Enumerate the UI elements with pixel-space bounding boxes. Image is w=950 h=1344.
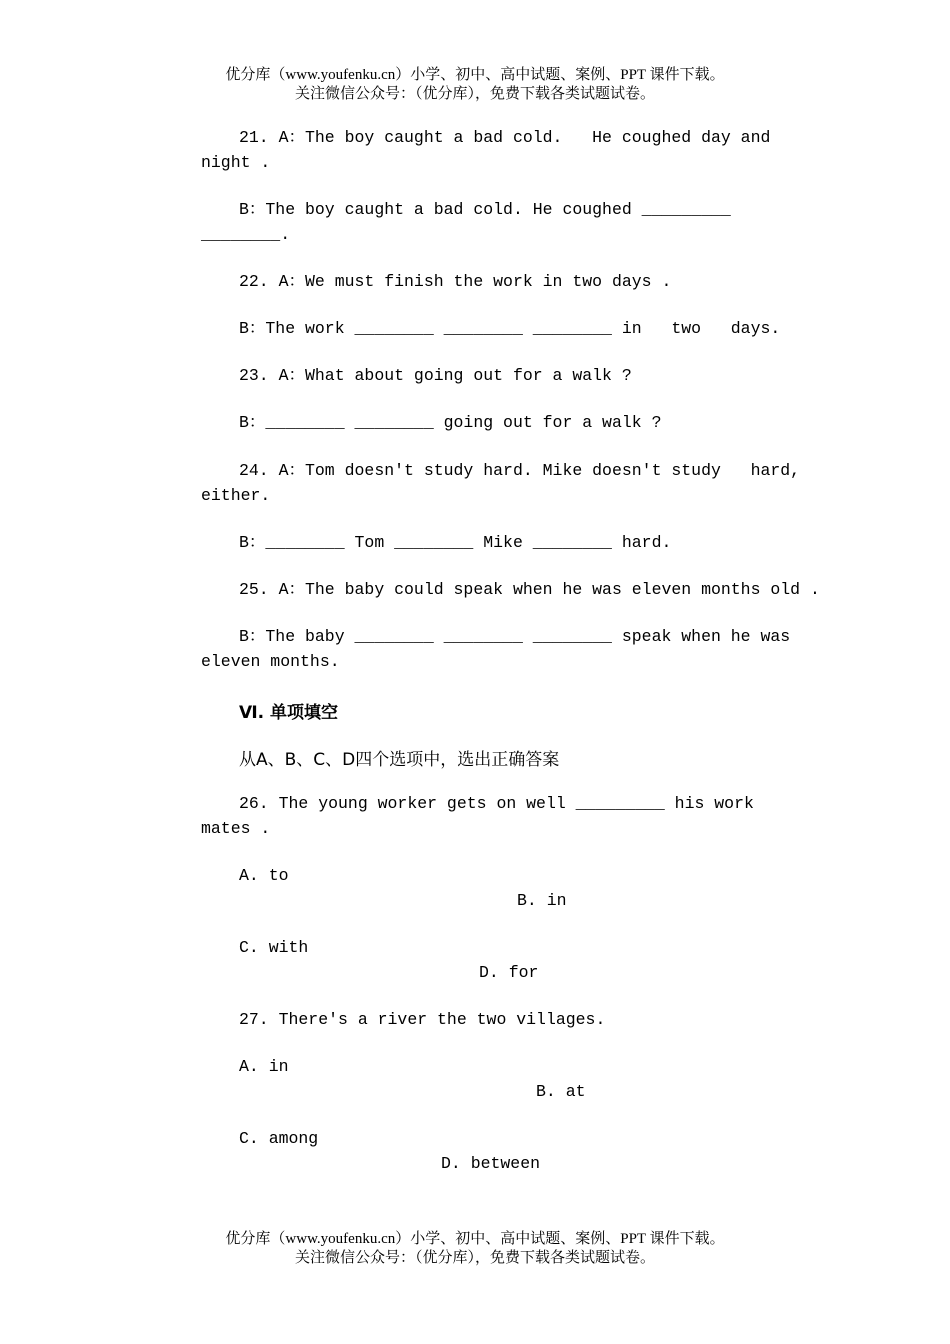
- q23-b-line: B：________ ________ going out for a walk ?: [239, 413, 662, 432]
- header-line-1: 优分库（www.youfenku.cn）小学、初中、高中试题、案例、PPT 课件下载。: [225, 67, 725, 83]
- q21-b-line-2: ________.: [201, 225, 291, 244]
- q26-option-b: B. in: [517, 891, 567, 910]
- q27-option-b: B. at: [536, 1082, 586, 1101]
- q27-option-a: A. in: [239, 1057, 289, 1076]
- q26-stem-line-2: mates .: [201, 819, 271, 838]
- q22-a-line: 22. A：We must finish the work in two days .: [239, 272, 672, 291]
- q26-stem-line-1: 26. The young worker gets on well _________ his work: [239, 794, 754, 813]
- q21-a-line-1: 21. A：The boy caught a bad cold. He coughed day and: [239, 128, 771, 147]
- header-line-2: 关注微信公众号：（优分库），免费下载各类试题试卷。: [294, 86, 655, 102]
- q22-b-line: B：The work ________ ________ ________ in two days.: [239, 319, 781, 338]
- q25-a-line: 25. A：The baby could speak when he was eleven months old .: [239, 580, 820, 599]
- q21-b-line-1: B：The boy caught a bad cold. He coughed _________: [239, 200, 731, 219]
- q26-option-d: D. for: [479, 963, 539, 982]
- q27-option-c: C. among: [239, 1129, 319, 1148]
- page-header: [0, 66, 950, 104]
- footer-line-1: 优分库（www.youfenku.cn）小学、初中、高中试题、案例、PPT 课件下载。: [225, 1231, 725, 1247]
- q26-option-a: A. to: [239, 866, 289, 885]
- page-footer: [0, 1230, 950, 1268]
- q25-b-line-1: B：The baby ________ ________ ________ speak when he was: [239, 627, 791, 646]
- q23-a-line: 23. A：What about going out for a walk ?: [239, 366, 632, 385]
- q24-b-line: B：________ Tom ________ Mike ________ hard.: [239, 533, 672, 552]
- section-instruction: 从A、B、C、D四个选项中，选出正确答案: [239, 750, 560, 770]
- q26-option-c: C. with: [239, 938, 309, 957]
- q27-stem-line: 27. There's a river the two villages.: [239, 1010, 606, 1029]
- q25-b-line-2: eleven months.: [201, 652, 340, 671]
- q24-a-line-2: either.: [201, 486, 271, 505]
- footer-line-2: 关注微信公众号：（优分库），免费下载各类试题试卷。: [294, 1250, 655, 1266]
- q24-a-line-1: 24. A：Tom doesn't study hard. Mike doesn't study hard,: [239, 461, 801, 480]
- q21-a-line-2: night .: [201, 153, 271, 172]
- q27-option-d: D. between: [441, 1154, 541, 1173]
- section-title: Ⅵ. 单项填空: [239, 703, 339, 723]
